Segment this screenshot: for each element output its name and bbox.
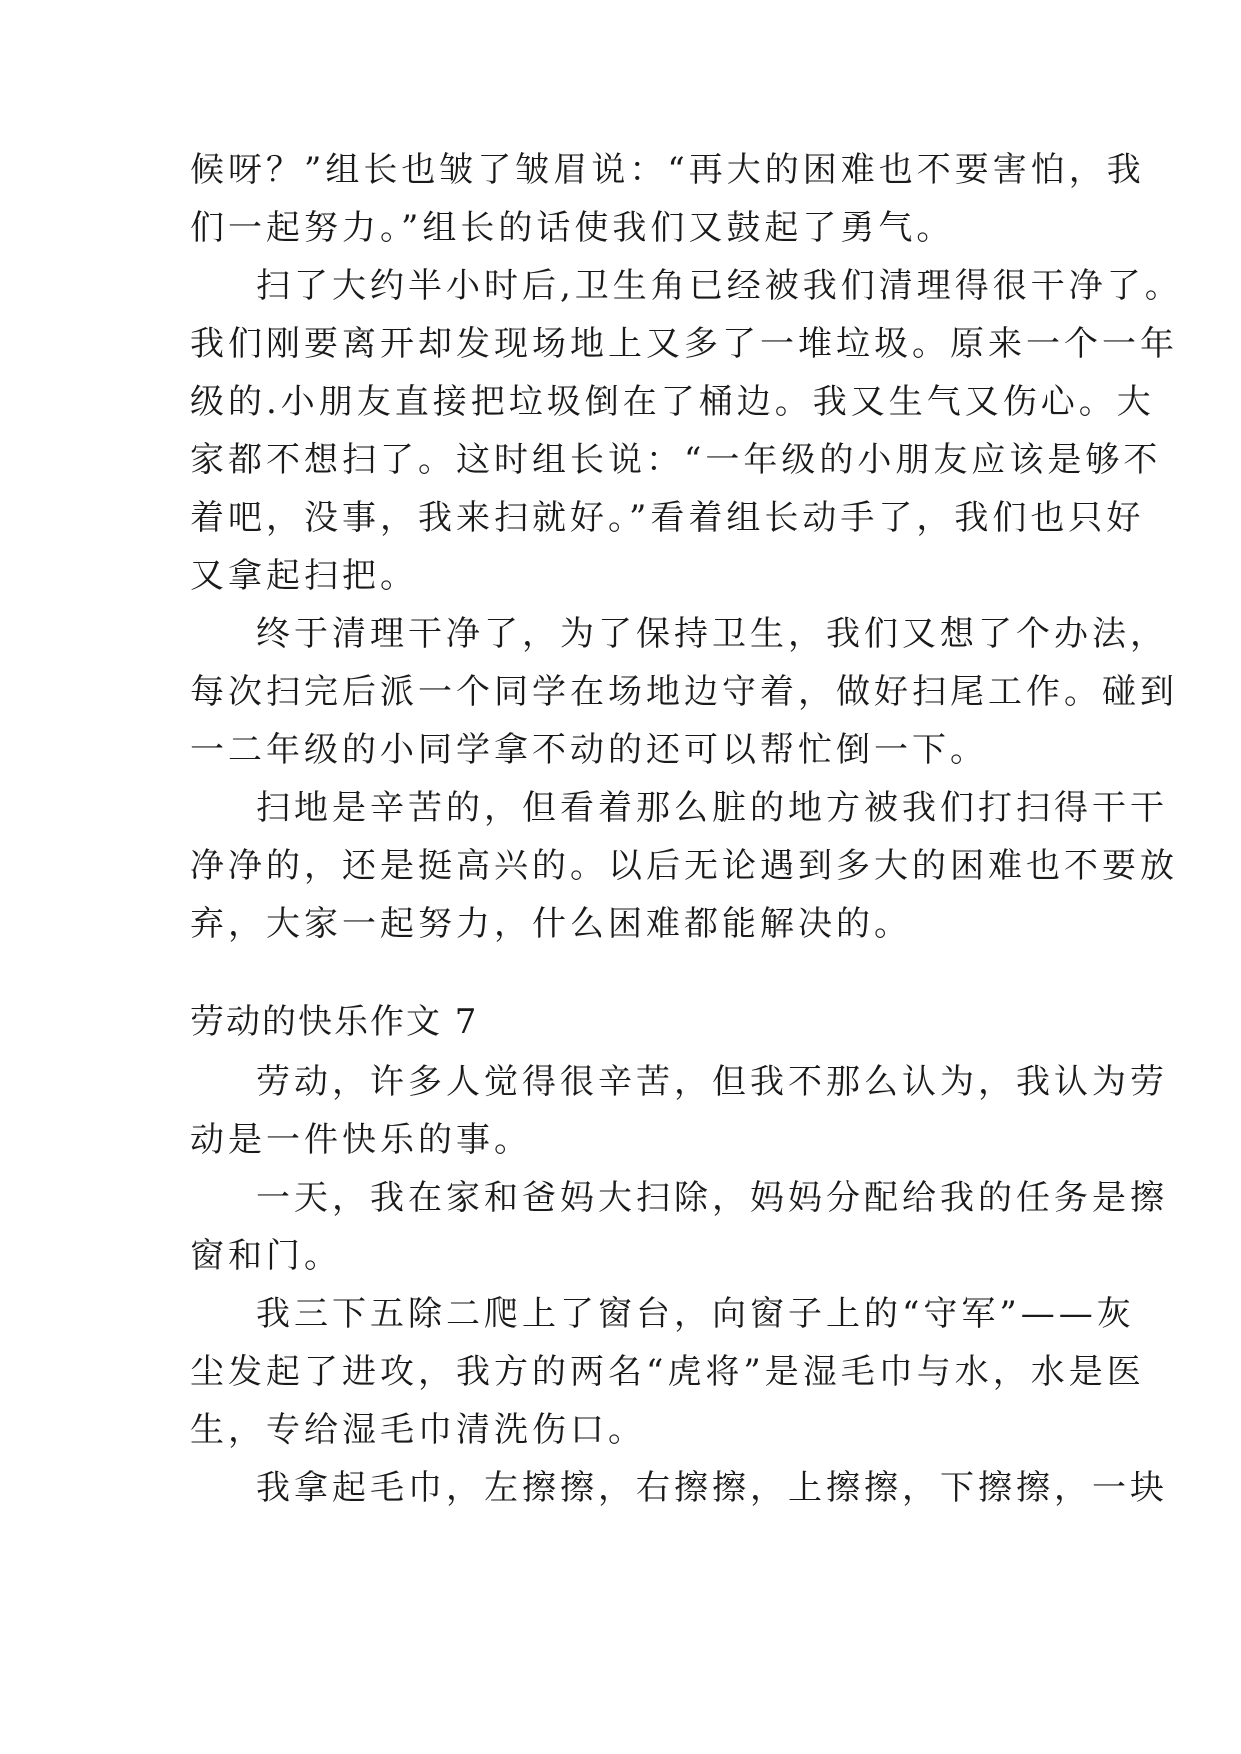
paragraph-line: 尘发起了进攻，我方的两名“虎将”是湿毛巾与水，水是医: [190, 1352, 1145, 1392]
paragraph-line: 级的.小朋友直接把垃圾倒在了桶边。我又生气又伤心。大: [190, 382, 1155, 422]
paragraph-line: 扫地是辛苦的，但看着那么脏的地方被我们打扫得干干: [256, 788, 1168, 828]
paragraph-line: 着吧，没事，我来扫就好。”看着组长动手了，我们也只好: [190, 498, 1145, 538]
section-heading: 劳动的快乐作文 7: [190, 1002, 479, 1042]
paragraph-line: 净净的，还是挺高兴的。以后无论遇到多大的困难也不要放: [190, 846, 1178, 886]
paragraph-line: 每次扫完后派一个同学在场地边守着，做好扫尾工作。碰到: [190, 672, 1178, 712]
paragraph-line: 劳动，许多人觉得很辛苦，但我不那么认为，我认为劳: [256, 1062, 1168, 1102]
paragraph-line: 我们刚要离开却发现场地上又多了一堆垃圾。原来一个一年: [190, 324, 1178, 364]
paragraph-line: 一二年级的小同学拿不动的还可以帮忙倒一下。: [190, 730, 988, 770]
paragraph-line: 终于清理干净了，为了保持卫生，我们又想了个办法，: [256, 614, 1168, 654]
paragraph-line: 弃，大家一起努力，什么困难都能解决的。: [190, 904, 912, 944]
paragraph-line: 们一起努力。”组长的话使我们又鼓起了勇气。: [190, 208, 955, 248]
paragraph-line: 动是一件快乐的事。: [190, 1120, 532, 1160]
paragraph-line: 扫了大约半小时后,卫生角已经被我们清理得很干净了。: [256, 266, 1183, 306]
paragraph-line: 家都不想扫了。这时组长说：“一年级的小朋友应该是够不: [190, 440, 1162, 480]
paragraph-line: 窗和门。: [190, 1236, 342, 1276]
paragraph-line: 候呀？”组长也皱了皱眉说：“再大的困难也不要害怕，我: [190, 150, 1145, 190]
paragraph-line: 又拿起扫把。: [190, 556, 418, 596]
paragraph-line: 我拿起毛巾，左擦擦，右擦擦，上擦擦，下擦擦，一块: [256, 1468, 1168, 1508]
paragraph-line: 一天，我在家和爸妈大扫除，妈妈分配给我的任务是擦: [256, 1178, 1168, 1218]
paragraph-line: 生，专给湿毛巾清洗伤口。: [190, 1410, 646, 1450]
paragraph-line: 我三下五除二爬上了窗台，向窗子上的“守军”——灰: [256, 1294, 1135, 1334]
